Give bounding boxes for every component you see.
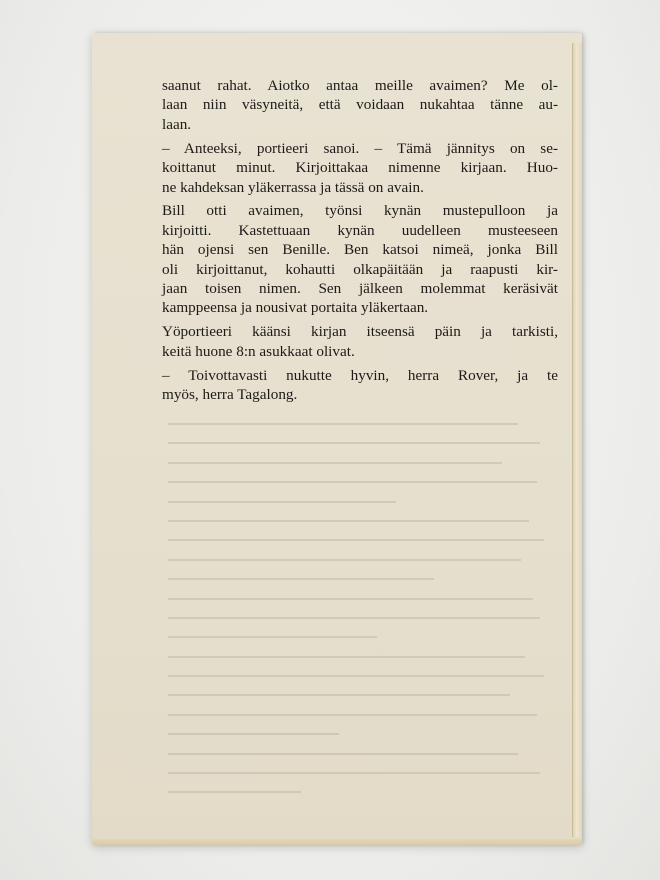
text-line: kamppeensa ja nousivat portaita yläkertaan. (162, 299, 429, 317)
page-bottom-edge (92, 839, 582, 845)
text-line: – Toivottavasti nukutte hyvin, herra Rover, ja te (162, 366, 558, 384)
paragraph (162, 322, 558, 361)
body-text (162, 76, 558, 409)
text-line: jaan toisen nimen. Sen jälkeen molemmat keräsivät (162, 280, 558, 298)
paragraph (162, 201, 558, 317)
text-line: – Anteeksi, portieeri sanoi. – Tämä jännitys on se- (162, 139, 558, 157)
text-line: oli kirjoittanut, kohautti olkapäitään ja raapusti kir- (162, 260, 558, 278)
text-line: Bill otti avaimen, työnsi kynän mustepulloon ja (162, 202, 558, 220)
text-line: saanut rahat. Aiotko antaa meille avaimen? Me ol- (162, 77, 558, 94)
page-edge (572, 43, 582, 837)
text-line: laan niin väsyneitä, että voidaan nukahtaa tänne au- (162, 96, 558, 114)
paragraph (162, 76, 558, 134)
paragraph (162, 366, 558, 405)
text-line: keitä huone 8:n asukkaat olivat. (162, 342, 355, 360)
paragraph (162, 139, 558, 197)
text-line: hän ojensi sen Benille. Ben katsoi nimeä, jonka Bill (162, 241, 558, 259)
text-line: koittanut minut. Kirjoittakaa nimenne kirjaan. Huo- (162, 159, 558, 177)
text-line: ne kahdeksan yläkerrassa ja tässä on avain. (162, 178, 424, 196)
show-through-text (168, 423, 548, 823)
text-line: myös, herra Tagalong. (162, 386, 298, 404)
text-line: Yöportieeri käänsi kirjan itseensä päin ja tarkisti, (162, 323, 558, 341)
book-page (92, 33, 582, 845)
text-line: kirjoitti. Kastettuaan kynän uudelleen musteeseen (162, 221, 558, 239)
text-line: laan. (162, 115, 192, 133)
